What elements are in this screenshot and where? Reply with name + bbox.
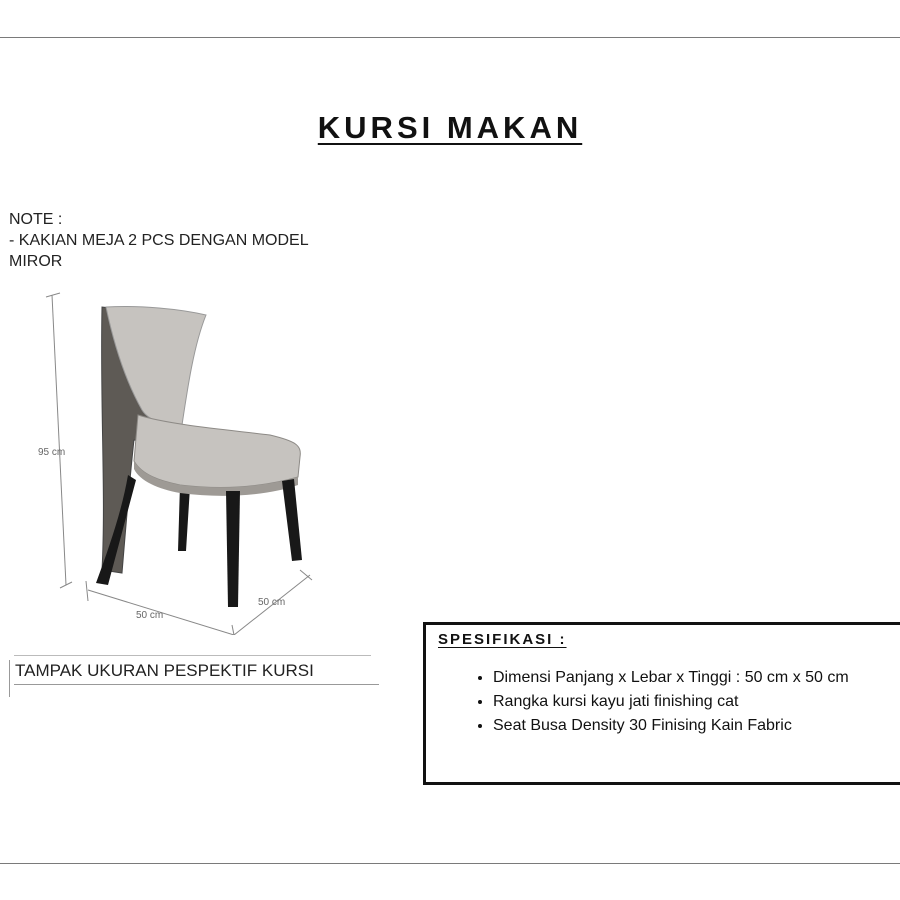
- caption-top-line: [14, 655, 371, 656]
- caption-left-line: [9, 660, 10, 697]
- dimension-height-label: 95 cm: [38, 447, 66, 458]
- bottom-divider: [0, 863, 900, 864]
- dimension-width-label: 50 cm: [136, 610, 164, 621]
- caption-bottom-line: [14, 684, 379, 685]
- chair-perspective-drawing: [30, 285, 370, 635]
- view-caption-box: [9, 655, 371, 685]
- specification-box: [423, 622, 900, 785]
- specification-list: [426, 666, 849, 738]
- spec-item-frame: • Rangka kursi kayu jati finishing cat: [493, 690, 849, 714]
- spec-item-seat: • Seat Busa Density 30 Finising Kain Fabric: [493, 714, 849, 738]
- top-divider: [0, 37, 900, 38]
- page-title: KURSI MAKAN: [317, 110, 583, 145]
- chair-front-leg-left: [226, 491, 240, 607]
- note-heading: NOTE :: [9, 211, 63, 228]
- note-line-2: MIROR: [9, 253, 63, 270]
- specification-heading: SPESIFIKASI :: [438, 631, 567, 648]
- note-line-1: - KAKIAN MEJA 2 PCS DENGAN MODEL: [9, 232, 309, 249]
- chair-front-leg-right: [282, 479, 302, 561]
- spec-item-dimension: • Dimensi Panjang x Lebar x Tinggi : 50 cm x 50 cm: [493, 666, 849, 690]
- chair-rear-leg-right: [178, 485, 190, 551]
- view-caption: TAMPAK UKURAN PESPEKTIF KURSI: [15, 661, 314, 680]
- chair-seat: [134, 415, 300, 487]
- dimension-depth-label: 50 cm: [258, 597, 286, 608]
